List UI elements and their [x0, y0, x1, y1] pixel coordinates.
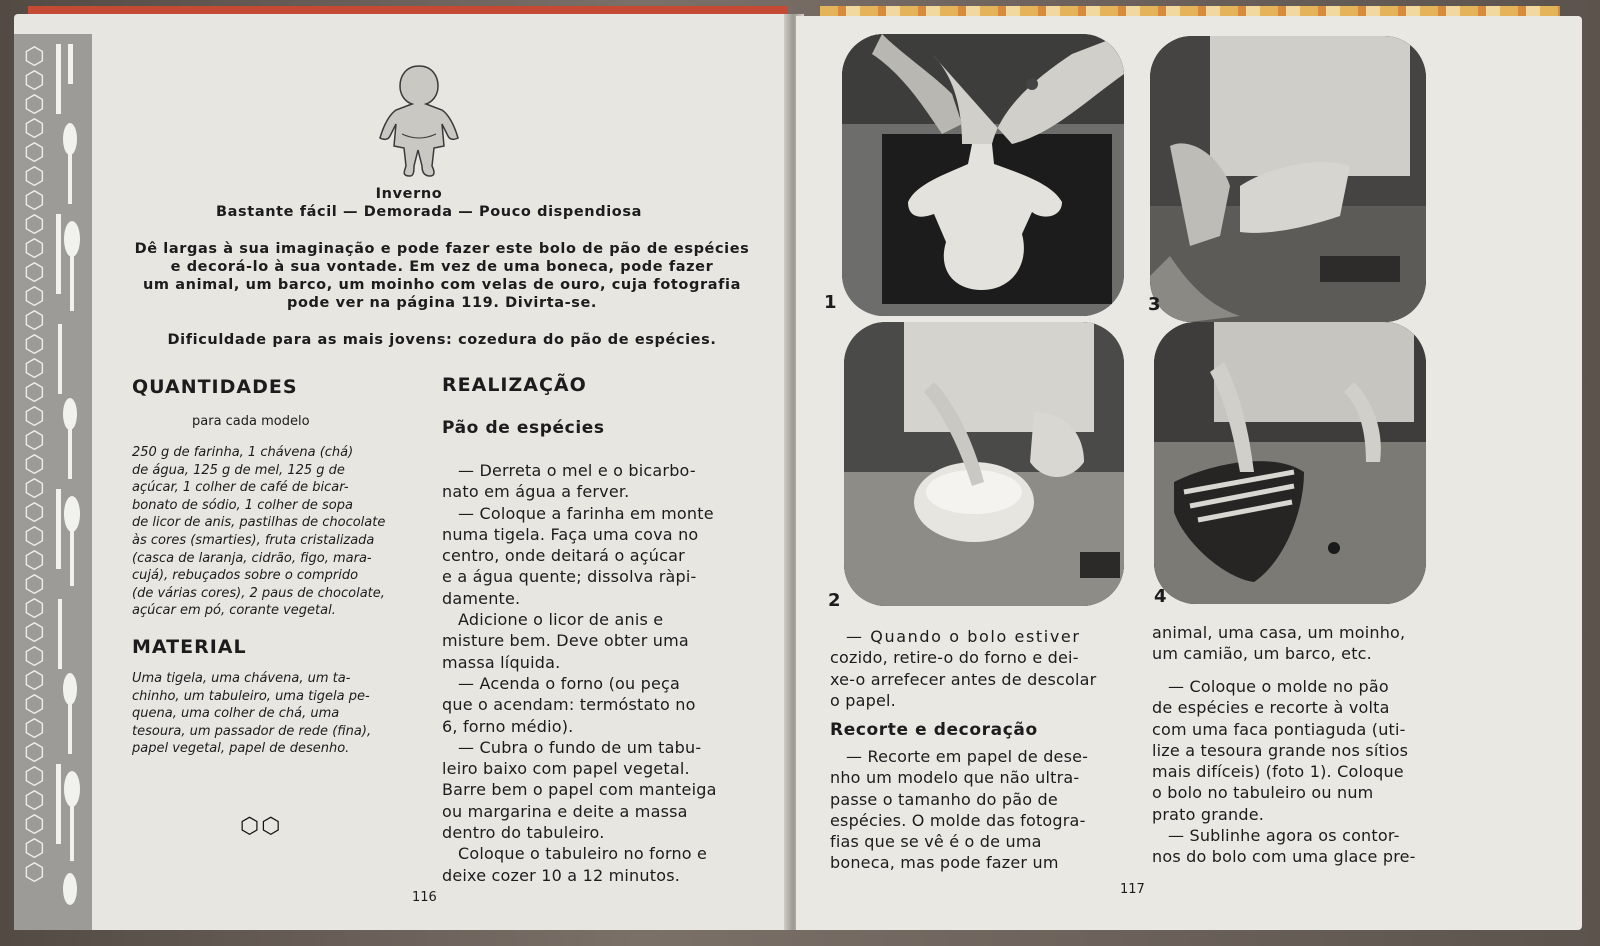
body-line: — Quando o bolo estiver [846, 627, 1081, 646]
quantities-list [132, 444, 404, 620]
realizacao-text [442, 460, 724, 886]
photo-label-1: 1 [824, 292, 837, 313]
hexagon-mark-icon: ⬡⬡ [240, 814, 283, 839]
left-page [14, 14, 794, 930]
body-line: que o acendam: termóstato no [442, 695, 696, 715]
intro-paragraph [132, 240, 752, 312]
quantities-line: açúcar, 1 colher de café de bicar- [132, 480, 349, 496]
photo-1-image [842, 34, 1124, 316]
body-line: damente. [442, 588, 521, 608]
body-line: nos do bolo com uma glace pre- [1152, 847, 1416, 867]
page-number-right: 117 [1120, 882, 1145, 897]
page-number-left: 116 [412, 890, 437, 905]
body-line: ou margarina e deite a massa [442, 801, 688, 821]
body-line: mais difíceis) (foto 1). Coloque [1152, 762, 1404, 782]
intro-line: um animal, um barco, um moinho com velas de ouro, cuja fotografia [143, 277, 741, 293]
quantities-line: açúcar em pó, corante vegetal. [132, 603, 336, 619]
right-col1-text-b [830, 746, 1112, 874]
body-line: dentro do tabuleiro. [442, 823, 605, 843]
body-line: fias que se vê é o de uma [830, 832, 1042, 852]
body-line: o bolo no tabuleiro ou num [1152, 783, 1374, 803]
body-line: nato em água a ferver. [442, 482, 630, 502]
photo-2 [844, 322, 1124, 606]
difficulty-line: Bastante fácil — Demorada — Pouco dispendiosa [216, 204, 642, 220]
body-line: xe-o arrefecer antes de descolar [830, 669, 1097, 689]
right-page [796, 16, 1582, 930]
body-line: — Acenda o forno (ou peça [458, 673, 681, 693]
quantities-line: (de várias cores), 2 paus de chocolate, [132, 585, 385, 601]
quantities-line: de licor de anis, pastilhas de chocolate [132, 515, 386, 531]
material-list [132, 670, 404, 758]
quantities-subheading: para cada modelo [192, 414, 310, 429]
photo-label-3: 3 [1148, 294, 1161, 315]
material-line: quena, uma colher de chá, uma [132, 706, 340, 722]
body-line: misture bem. Deve obter uma [442, 631, 689, 651]
body-line: massa líquida. [442, 652, 561, 672]
body-line: — Cubra o fundo de um tabu- [458, 737, 702, 757]
body-line: e a água quente; dissolva ràpi- [442, 567, 697, 587]
body-line: passe o tamanho do pão de [830, 789, 1058, 809]
cutlery-pattern-icon: ⬡ ⬡ ⬡ ⬡ ⬡ ⬡ ⬡ ⬡ ⬡ ⬡ ⬡ ⬡ ⬡ ⬡ ⬡ ⬡ ⬡ ⬡ ⬡ ⬡ ⬡ ⬡ ⬡ ⬡ ⬡ ⬡ ⬡ ⬡ ⬡ ⬡ ⬡ ⬡ ⬡ ⬡ ⬡ [24, 42, 45, 886]
photo-label-4: 4 [1154, 586, 1167, 607]
material-line: Uma tigela, uma chávena, um ta- [132, 671, 351, 686]
body-line: — Derreta o mel e o bicarbo- [458, 461, 696, 480]
body-line: Barre bem o papel com manteiga [442, 780, 717, 800]
material-line: chinho, um tabuleiro, uma tigela pe- [132, 688, 370, 704]
photo-label-2: 2 [828, 590, 841, 611]
body-line: prato grande. [1152, 804, 1265, 824]
right-col2-text-b [1152, 676, 1424, 868]
realizacao-heading: REALIZAÇÃO [442, 374, 587, 396]
photo-3-image [1150, 36, 1426, 322]
body-line: numa tigela. Faça uma cova no [442, 524, 699, 544]
recorte-heading: Recorte e decoração [830, 720, 1038, 740]
quantities-line: às cores (smarties), fruta cristalizada [132, 532, 375, 548]
body-line: lize a tesoura grande nos sítios [1152, 740, 1409, 760]
quantities-line: bonato de sódio, 1 colher de sopa [132, 497, 353, 513]
pao-heading: Pão de espécies [442, 418, 605, 438]
intro-line: pode ver na página 119. Divirta-se. [286, 295, 598, 311]
body-line: nho um modelo que não ultra- [830, 768, 1080, 788]
material-line: papel vegetal, papel de desenho. [132, 741, 350, 757]
decorative-border-strip [14, 34, 92, 930]
body-line: deixe cozer 10 a 12 minutos. [442, 865, 681, 885]
body-line: o papel. [830, 690, 896, 710]
photo-4-image [1154, 322, 1426, 604]
quantities-line: (casca de laranja, cidrão, figo, mara- [132, 550, 372, 566]
body-line: de espécies e recorte à volta [1152, 698, 1390, 718]
body-line: um camião, um barco, etc. [1152, 644, 1372, 664]
body-line: — Recorte em papel de dese- [846, 747, 1089, 766]
body-line: centro, onde deitará o açúcar [442, 546, 685, 566]
right-col2-text [1152, 622, 1424, 665]
photo-1 [842, 34, 1124, 316]
quantities-heading: QUANTIDADES [132, 376, 298, 398]
photo-4 [1154, 322, 1426, 604]
photo-2-image [844, 322, 1124, 606]
body-line: — Coloque a farinha em monte [458, 503, 714, 523]
quantities-line: 250 g de farinha, 1 chávena (chá) [132, 445, 354, 460]
body-line: boneca, mas pode fazer um [830, 853, 1059, 873]
body-line: — Sublinhe agora os contor- [1168, 826, 1400, 846]
body-line: Coloque o tabuleiro no forno e [458, 844, 708, 864]
season-label: Inverno [375, 186, 443, 202]
body-line: cozido, retire-o do forno e dei- [830, 648, 1079, 668]
body-line: — Coloque o molde no pão [1168, 677, 1389, 696]
body-line: leiro baixo com papel vegetal. [442, 759, 690, 779]
material-heading: MATERIAL [132, 636, 247, 658]
right-col1-text [830, 626, 1112, 711]
intro-line: Dê largas à sua imaginação e pode fazer este bolo de pão de espécies [134, 241, 750, 257]
body-line: Adicione o licor de anis e [458, 610, 664, 630]
body-line: com uma faca pontiaguda (uti- [1152, 719, 1406, 739]
intro-line: e decorá-lo à sua vontade. Em vez de uma boneca, pode fazer [170, 259, 714, 275]
material-line: tesoura, um passador de rede (fina), [132, 723, 372, 739]
quantities-line: cujá), rebuçados sobre o comprido [132, 568, 359, 584]
difficulty-note: Dificuldade para as mais jovens: cozedura do pão de espécies. [167, 332, 717, 348]
body-line: espécies. O molde das fotogra- [830, 810, 1086, 830]
photo-3 [1150, 36, 1426, 322]
quantities-line: de água, 125 g de mel, 125 g de [132, 462, 345, 478]
doll-silhouette-icon [374, 62, 464, 182]
body-line: animal, uma casa, um moinho, [1152, 623, 1406, 642]
fork-spoon-pattern-icon [50, 44, 86, 924]
body-line: 6, forno médio). [442, 716, 574, 736]
